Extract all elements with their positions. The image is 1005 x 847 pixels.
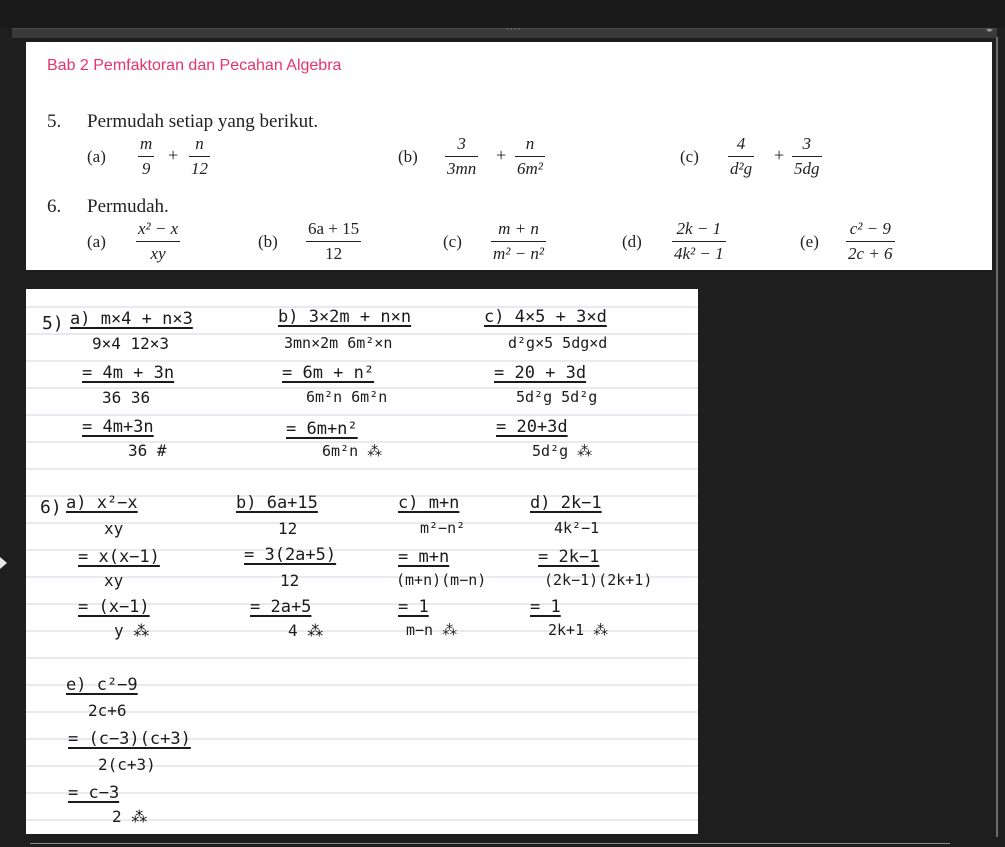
q5c-step3-top: = 20+3d <box>496 417 568 437</box>
q5b-fraction-1 <box>445 135 478 178</box>
viewer-top-bar <box>0 0 1005 28</box>
q6e-step3-top: = c−3 <box>68 783 120 803</box>
fraction-bar <box>136 241 180 242</box>
q5a-step2-top: = 4m + 3n <box>82 363 175 383</box>
q5a-step3-bottom: 36 # <box>128 441 167 460</box>
denominator: 6m² <box>517 159 543 179</box>
q6d-step3-bottom: 2k+1 ⁂ <box>548 621 609 639</box>
q5c-step2-bottom: 5d²g 5d²g <box>516 388 598 406</box>
q5c-step2-top: = 20 + 3d <box>494 363 587 383</box>
plus-sign: + <box>774 145 785 165</box>
split-arrows-icon[interactable]: ◂▸ <box>985 26 993 34</box>
fraction-bar <box>792 156 822 157</box>
drag-handle-icon[interactable]: ···· <box>506 25 522 35</box>
numerator: 2k − 1 <box>676 219 722 238</box>
textbook-panel <box>26 42 992 270</box>
q6d-step3-top: = 1 <box>530 597 561 617</box>
q6c-step2-top: = m+n <box>398 547 450 567</box>
q6c-step2-bottom: (m+n)(m−n) <box>396 571 487 589</box>
q5-part-c-label: (c) <box>680 147 699 166</box>
denominator: 2c + 6 <box>848 244 893 264</box>
q5-part-b-label: (b) <box>398 147 418 166</box>
q6c-step3-top: = 1 <box>398 597 429 617</box>
q6-part-a-label: (a) <box>87 232 106 251</box>
plus-sign: + <box>496 145 507 165</box>
denominator: xy <box>150 244 166 264</box>
q5a-fraction-2 <box>189 135 210 178</box>
numerator: m <box>140 134 153 153</box>
q6d-fraction <box>672 220 726 263</box>
q5c-fraction-1 <box>728 135 754 178</box>
q6a-step1-top: a) x²−x <box>66 493 138 513</box>
q5b-step2-bottom: 6m²n 6m²n <box>306 388 388 406</box>
q5b-step2-top: = 6m + n² <box>282 363 375 383</box>
q6e-step1-bottom: 2c+6 <box>88 701 127 720</box>
q6a-step3-bottom: y ⁂ <box>114 621 150 640</box>
q6b-step2-top: = 3(2a+5) <box>244 545 337 565</box>
q5b-step1-top: b) 3×2m + n×n <box>278 307 412 327</box>
fraction-bar <box>728 156 754 157</box>
q6d-step2-top: = 2k−1 <box>538 547 600 567</box>
denominator: 9 <box>141 159 151 179</box>
denominator: 5dg <box>794 159 820 179</box>
bottom-divider <box>30 843 950 844</box>
q5a-step1-bottom: 9×4 12×3 <box>92 334 170 353</box>
q6a-step2-bottom: xy <box>104 571 124 590</box>
denominator: 4k² − 1 <box>674 244 724 264</box>
question-5-instruction: Permudah setiap yang berikut. <box>87 111 319 132</box>
q6c-step1-bottom: m²−n² <box>420 519 466 537</box>
q6c-fraction <box>491 220 546 263</box>
q5-label: 5) <box>42 313 64 334</box>
q6e-step3-bottom: 2 ⁂ <box>112 807 148 826</box>
numerator: 3 <box>457 134 466 153</box>
expand-panel-icon[interactable] <box>0 557 7 569</box>
denominator: m² − n² <box>493 244 544 264</box>
question-6-instruction: Permudah. <box>87 196 169 217</box>
q6-part-c-label: (c) <box>443 232 462 251</box>
q6a-step3-top: = (x−1) <box>78 597 150 617</box>
q5b-step3-bottom: 6m²n ⁂ <box>322 442 383 460</box>
q5c-step3-bottom: 5d²g ⁂ <box>532 442 593 460</box>
fraction-bar <box>846 241 895 242</box>
q6-label: 6) <box>40 497 62 518</box>
q6b-fraction <box>306 220 361 263</box>
fraction-bar <box>491 241 546 242</box>
numerator: 6a + 15 <box>308 219 360 238</box>
q6b-step3-bottom: 4 ⁂ <box>288 621 324 640</box>
q6e-step2-top: = (c−3)(c+3) <box>68 729 191 749</box>
q6-part-b-label: (b) <box>258 232 278 251</box>
chapter-title: Bab 2 Pemfaktoran dan Pecahan Algebra <box>47 57 342 74</box>
denominator: d²g <box>730 159 753 179</box>
q6d-step1-bottom: 4k²−1 <box>554 519 600 537</box>
q5b-step3-top: = 6m+n² <box>286 419 358 439</box>
numerator: 3 <box>802 134 811 153</box>
q6d-step1-top: d) 2k−1 <box>530 493 602 513</box>
fraction-bar <box>306 241 361 242</box>
q5a-step1-top: a) m×4 + n×3 <box>70 309 193 329</box>
q6e-step2-bottom: 2(c+3) <box>98 755 156 774</box>
q6b-step2-bottom: 12 <box>280 571 300 590</box>
numerator: x² − x <box>138 219 179 238</box>
right-frame-edge <box>996 37 998 837</box>
q6b-step1-top: b) 6a+15 <box>236 493 318 513</box>
q5a-fraction-1 <box>138 135 154 178</box>
numerator: m + n <box>498 219 539 238</box>
denominator: 3mn <box>447 159 477 179</box>
q6e-step1-top: e) c²−9 <box>66 675 138 695</box>
q6b-step3-top: = 2a+5 <box>250 597 312 617</box>
q6a-step1-bottom: xy <box>104 519 124 538</box>
q5c-step1-top: c) 4×5 + 3×d <box>484 307 607 327</box>
q5a-step3-top: = 4m+3n <box>82 417 154 437</box>
q6-part-e-label: (e) <box>800 232 819 251</box>
q6c-step1-top: c) m+n <box>398 493 460 513</box>
denominator: 12 <box>325 244 343 264</box>
numerator: 4 <box>736 134 746 153</box>
fraction-bar <box>445 156 478 157</box>
q6a-fraction <box>136 220 180 263</box>
question-5-number: 5. <box>47 111 62 132</box>
q6e-fraction <box>846 220 895 263</box>
q5b-step1-bottom: 3mn×2m 6m²×n <box>284 334 393 352</box>
numerator: n <box>525 134 535 153</box>
fraction-bar <box>138 156 154 157</box>
denominator: 12 <box>191 159 208 179</box>
q6b-step1-bottom: 12 <box>278 519 298 538</box>
fraction-bar <box>672 241 726 242</box>
numerator: c² − 9 <box>849 219 891 238</box>
question-6-number: 6. <box>47 196 62 217</box>
q5b-fraction-2 <box>515 135 545 178</box>
q5a-step2-bottom: 36 36 <box>102 388 151 407</box>
q6-part-d-label: (d) <box>622 232 642 251</box>
fraction-bar <box>515 156 545 157</box>
q6c-step3-bottom: m−n ⁂ <box>406 621 458 639</box>
q5-part-a-label: (a) <box>87 147 106 166</box>
fraction-bar <box>189 156 210 157</box>
q6a-step2-top: = x(x−1) <box>78 547 160 567</box>
viewer-tab-strip[interactable] <box>12 25 997 38</box>
q6d-step2-bottom: (2k−1)(2k+1) <box>544 571 653 589</box>
q5c-fraction-2 <box>792 135 822 178</box>
handwritten-answers-sheet <box>26 289 698 834</box>
q5c-step1-bottom: d²g×5 5dg×d <box>508 334 608 352</box>
numerator: n <box>195 134 204 153</box>
plus-sign: + <box>168 145 179 165</box>
